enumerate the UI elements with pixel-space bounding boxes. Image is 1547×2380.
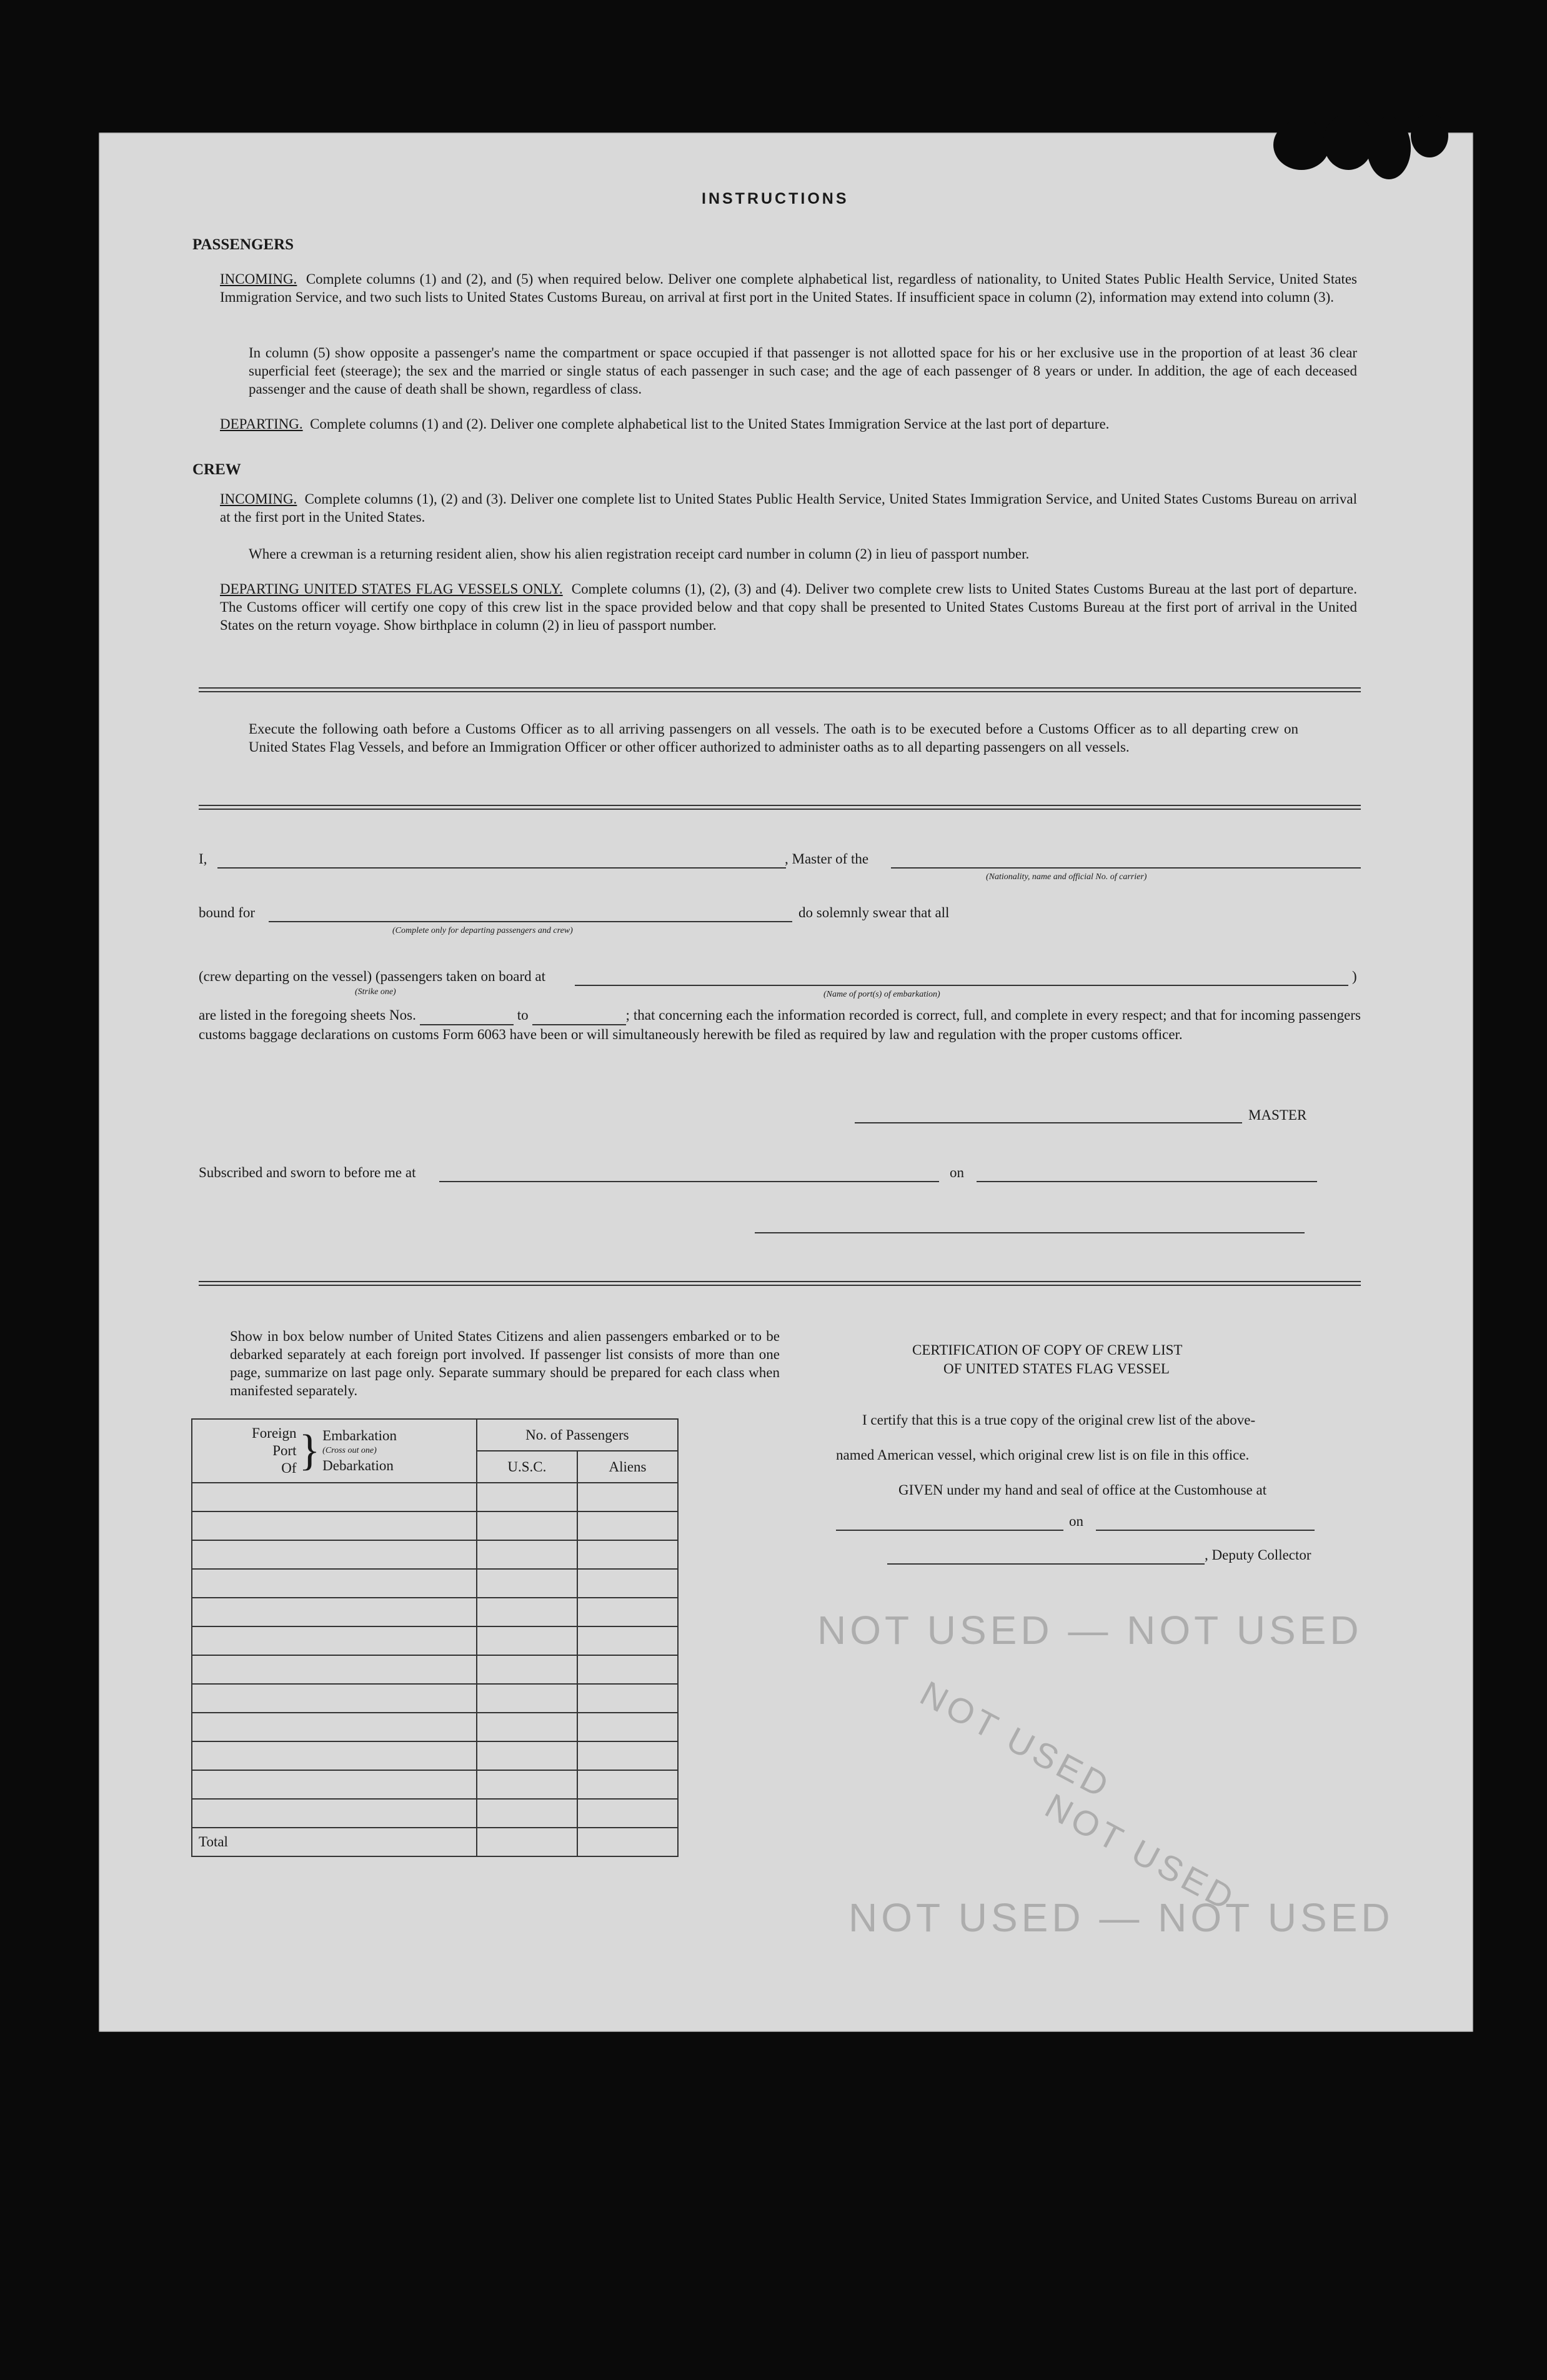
table-row (192, 1741, 678, 1770)
of-label: Of (281, 1460, 297, 1476)
embarkation-label: Embarkation (322, 1428, 397, 1443)
officer-signature-field[interactable] (755, 1232, 1305, 1233)
close-paren: ) (1352, 968, 1357, 984)
table-row (192, 1511, 678, 1540)
crew-departing-label: DEPARTING UNITED STATES FLAG VESSELS ONLY. (220, 581, 563, 597)
table-row (192, 1598, 678, 1626)
sworn-place-field[interactable] (439, 1181, 939, 1182)
table-row (192, 1626, 678, 1655)
strike-one-hint: (Strike one) (355, 987, 396, 997)
passenger-summary-table (191, 1418, 679, 1857)
certification-text-2: named American vessel, which original crew list is on file in this office. (836, 1447, 1250, 1463)
table-row (192, 1655, 678, 1684)
torn-edge (1411, 114, 1448, 157)
not-used-stamp: NOT USED (1038, 1785, 1243, 1919)
customhouse-field[interactable] (836, 1530, 1063, 1531)
oath-listed (199, 1006, 1361, 1043)
not-used-stamp: NOT USED (913, 1673, 1118, 1807)
master-signature-field[interactable] (855, 1122, 1242, 1123)
divider (199, 805, 1361, 810)
master-label: MASTER (1248, 1107, 1307, 1123)
departing-text: Complete columns (1) and (2). Deliver one complete alphabetical list to the United States Immigration Service at the last port of departure. (310, 416, 1110, 432)
certification-subheading: OF UNITED STATES FLAG VESSEL (943, 1361, 1170, 1377)
foreign-label: Foreign (252, 1425, 297, 1441)
ports-hint: (Name of port(s) of embarkation) (823, 990, 940, 999)
port-header: Foreign Port Of } Embarkation (Cross out one) Debarkation (192, 1419, 477, 1483)
torn-edge (1323, 114, 1373, 170)
crew-departing-text: Complete columns (1), (2), (3) and (4). Deliver two complete crew lists to United States Customs Bureau at the last port of departure. The Customs officer will certify one copy of this crew list in the space provided below and that copy shall be presented to United States Customs Bureau at the first port of arrival in the United States on the return voyage. Show birthplace in column (2) in lieu of passport number. (220, 581, 1358, 633)
departing-label: DEPARTING. (220, 416, 303, 432)
cross-out-hint: (Cross out one) (322, 1446, 377, 1455)
aliens-header: Aliens (577, 1451, 678, 1483)
swear-text: do solemnly swear that all (798, 905, 950, 920)
crew-departing (220, 580, 1357, 634)
not-used-stamp: NOT USED — NOT USED (848, 1895, 1394, 1940)
bound-for-hint: (Complete only for departing passengers and crew) (392, 926, 573, 935)
table-row (192, 1799, 678, 1828)
crew-crewman-note: Where a crewman is a returning resident alien, show his alien registration receipt card number in column (2) in lieu of passport number. (249, 546, 1030, 562)
sheet-from-field[interactable] (420, 1006, 514, 1025)
table-row (192, 1770, 678, 1799)
incoming-label: INCOMING. (220, 271, 297, 287)
listed-label: are listed in the foregoing sheets Nos. (199, 1007, 416, 1023)
summary-instruction: Show in box below number of United States Citizens and alien passengers embarked or to be debarked separately at each foreign port involved. If passenger list consists of more than one page, summarize on last page only. Separate summary should be prepared for each class when manifested separately. (230, 1328, 780, 1398)
port-label: Port (272, 1443, 297, 1458)
divider (199, 687, 1361, 692)
not-used-stamp: NOT USED — NOT USED (817, 1608, 1363, 1653)
no-passengers-header: No. of Passengers (477, 1419, 678, 1451)
crew-incoming (220, 490, 1357, 526)
total-row (192, 1828, 678, 1856)
crew-passengers-text: (crew departing on the vessel) (passengers taken on board at (199, 968, 545, 984)
subscribed-label: Subscribed and sworn to before me at (199, 1165, 416, 1180)
bound-for-label: bound for (199, 905, 256, 920)
oath-instruction: Execute the following oath before a Customs Officer as to all arriving passengers on all vessels. The oath is to be executed before a Customs Officer as to all departing crew on United States Flag Vessels, and before an Immigration Officer or other officer authorized to administer oaths as to all departing passengers on all vessels. (249, 721, 1298, 755)
incoming-text: Complete columns (1) and (2), and (5) when required below. Deliver one complete alphabetical list, regardless of nationality, to United States Public Health Service, United States Immigration Service, and two such lists to United States Customs Bureau, on arrival at first port in the United States. If insufficient space in column (2), information may extend into column (3). (220, 271, 1358, 305)
master-of-label: , Master of the (785, 851, 869, 867)
certification-text-3: GIVEN under my hand and seal of office at the Customhouse at (898, 1482, 1267, 1498)
certification-on-label: on (1069, 1513, 1083, 1529)
passengers-column5: In column (5) show opposite a passenger's name the compartment or space occupied if that passenger is not allotted space for his or her exclusive use in the proportion of at least 36 clear superficial feet (steerage); the sex and the married or single status of each passenger in such case; and the age of each passenger of 8 years or under. In addition, the age of each deceased passenger and the cause of death shall be shown, regardless of class. (249, 345, 1357, 397)
table-row (192, 1684, 678, 1713)
usc-header: U.S.C. (477, 1451, 577, 1483)
crew-heading: CREW (192, 461, 241, 478)
table-row (192, 1483, 678, 1511)
embarkation-port-field[interactable] (575, 985, 1348, 986)
page-title: INSTRUCTIONS (702, 190, 849, 207)
crew-incoming-text: Complete columns (1), (2) and (3). Deliver one complete list to United States Public Health Service, United States Immigration Service, and United States Customs Bureau on arrival at the first port in the United States. (220, 491, 1357, 525)
oath-rest: ; that concerning each the information recorded is correct, full, and complete in every respect; and that for incoming passengers customs baggage declarations on customs Form 6063 have been or will simultaneously herewith be filed as required by law and regulation with the proper customs officer. (199, 1007, 1361, 1042)
to-label: to (517, 1007, 529, 1023)
certification-heading: CERTIFICATION OF COPY OF CREW LIST (912, 1342, 1183, 1358)
passengers-incoming (220, 270, 1357, 306)
debarkation-label: Debarkation (322, 1458, 394, 1473)
carrier-hint: (Nationality, name and official No. of carrier) (986, 872, 1147, 882)
oath-i: I, (199, 851, 207, 867)
table-row (192, 1713, 678, 1741)
certification-date-field[interactable] (1096, 1530, 1315, 1531)
table-row (192, 1540, 678, 1569)
sheet-to-field[interactable] (532, 1006, 626, 1025)
deputy-collector-label: , Deputy Collector (1205, 1547, 1311, 1563)
sworn-date-field[interactable] (977, 1181, 1317, 1182)
torn-edge (1367, 117, 1411, 179)
passengers-heading: PASSENGERS (192, 236, 294, 253)
deputy-signature-field[interactable] (887, 1563, 1205, 1565)
carrier-field[interactable] (891, 867, 1361, 869)
sworn-on-label: on (950, 1165, 964, 1180)
passengers-departing (220, 415, 1357, 433)
bound-for-field[interactable] (269, 921, 792, 922)
certification-text-1: I certify that this is a true copy of the original crew list of the above- (862, 1412, 1256, 1428)
document-sheet (99, 132, 1473, 2032)
total-label: Total (192, 1828, 477, 1856)
torn-edge (1273, 120, 1330, 170)
master-name-field[interactable] (217, 867, 786, 869)
crew-incoming-label: INCOMING. (220, 491, 297, 507)
table-row (192, 1569, 678, 1598)
divider (199, 1281, 1361, 1286)
